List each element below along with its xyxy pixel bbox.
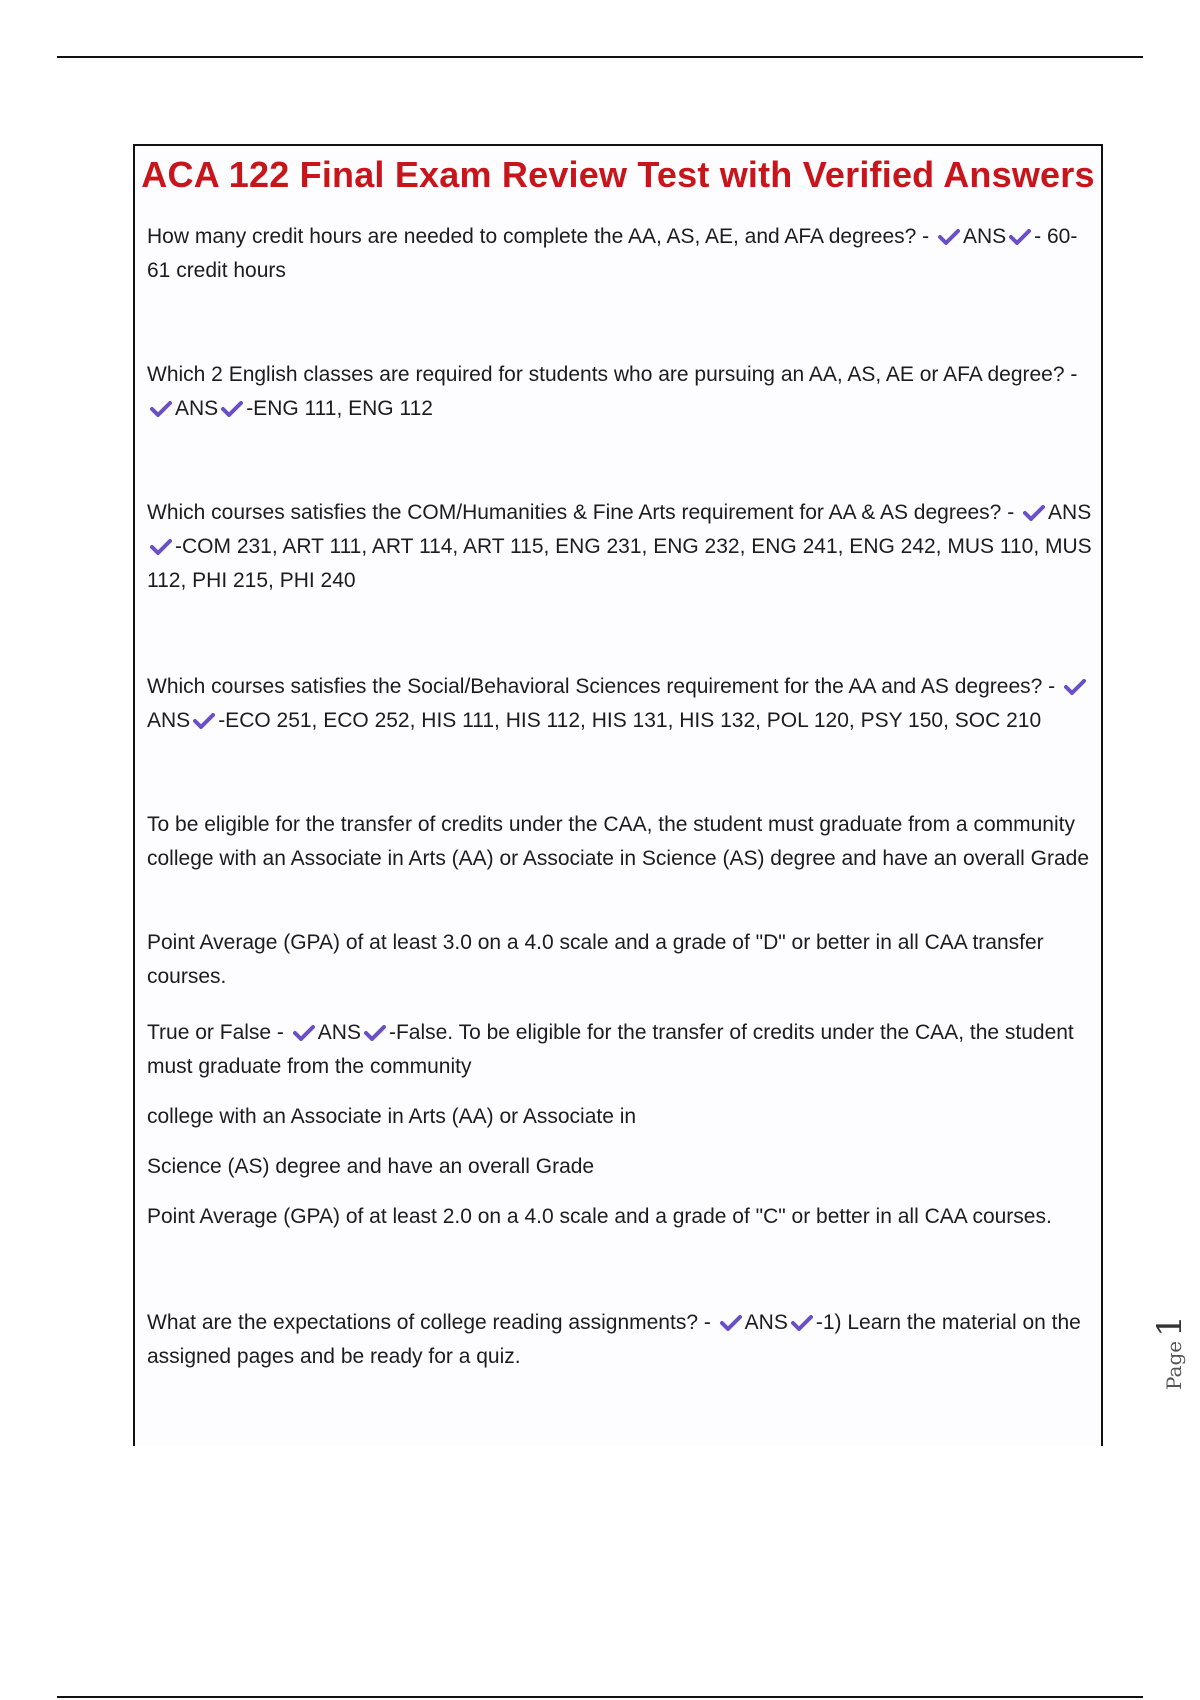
qa-block-reading — [147, 1306, 1097, 1374]
question-text: How many credit hours are needed to complete the AA, AS, AE, and AFA degrees? - — [147, 225, 930, 248]
caa-intro-continued: Point Average (GPA) of at least 3.0 on a 4.0 scale and a grade of "D" or better in all CAA transfer courses. — [147, 931, 1044, 988]
answer-marker: ANS — [1048, 501, 1092, 524]
footer-rule — [57, 1696, 1143, 1698]
qa-block-social-sciences — [147, 670, 1097, 738]
question-text: Which courses satisfies the Social/Behavioral Sciences requirement for the AA and AS degrees? - — [147, 675, 1056, 698]
answer-text: - 60-61 credit hours — [147, 225, 1078, 282]
question-text: Which courses satisfies the COM/Humanities & Fine Arts requirement for AA & AS degrees? - — [147, 501, 1015, 524]
answer-text: -COM 231, ART 111, ART 114, ART 115, ENG 231, ENG 232, ENG 241, ENG 242, MUS 110, MUS 112, PHI 215, PHI 240 — [147, 535, 1092, 592]
qa-block-credit-hours — [147, 220, 1097, 288]
qa-block-caa-true-false — [147, 1016, 1097, 1084]
qa-block-english-classes — [147, 358, 1097, 426]
question-text: What are the expectations of college reading assignments? - — [147, 1311, 711, 1334]
answer-text: -False. To be eligible for the transfer of credits under the CAA, the student must graduate from the community — [147, 1021, 1074, 1078]
page-number-value: 1 — [1150, 1315, 1190, 1337]
answer-text: -ENG 111, ENG 112 — [246, 397, 433, 420]
answer-marker: ANS — [744, 1311, 788, 1334]
answer-marker: ANS — [175, 397, 219, 420]
checkmark-icon — [293, 1025, 315, 1041]
caa-answer-line-2: college with an Associate in Arts (AA) or Associate in — [147, 1105, 637, 1128]
answer-marker: ANS — [317, 1021, 361, 1044]
question-text: Which 2 English classes are required for students who are pursuing an AA, AS, AE or AFA degree? - — [147, 363, 1078, 386]
caa-answer-line-3: Science (AS) degree and have an overall Grade — [147, 1155, 595, 1178]
answer-text: -ECO 251, ECO 252, HIS 111, HIS 112, HIS 131, HIS 132, POL 120, PSY 150, SOC 210 — [218, 709, 1042, 732]
answer-text: -1) Learn the material on the assigned pages and be ready for a quiz. — [147, 1311, 1081, 1368]
checkmark-icon — [720, 1315, 742, 1331]
checkmark-icon — [1009, 229, 1031, 245]
page-label: Page — [1162, 1340, 1186, 1390]
header-rule — [57, 56, 1143, 58]
document-title: ACA 122 Final Exam Review Test with Verified Answers — [141, 154, 1095, 195]
checkmark-icon — [1064, 679, 1086, 695]
caa-intro: To be eligible for the transfer of credits under the CAA, the student must graduate from a community college with an Associate in Arts (AA) or Associate in Science (AS) degree and have an overall Grade — [147, 813, 1090, 870]
checkmark-icon — [193, 713, 215, 729]
caa-answer-line-4: Point Average (GPA) of at least 2.0 on a 4.0 scale and a grade of "C" or better in all CAA courses. — [147, 1205, 1052, 1228]
checkmark-icon — [150, 401, 172, 417]
page-content-box — [133, 144, 1103, 1446]
page-number — [1150, 1315, 1190, 1390]
checkmark-icon — [938, 229, 960, 245]
checkmark-icon — [364, 1025, 386, 1041]
checkmark-icon — [1023, 505, 1045, 521]
answer-marker: ANS — [147, 709, 191, 732]
question-text: True or False - — [147, 1021, 284, 1044]
checkmark-icon — [150, 539, 172, 555]
checkmark-icon — [221, 401, 243, 417]
answer-marker: ANS — [962, 225, 1007, 248]
checkmark-icon — [791, 1315, 813, 1331]
qa-block-humanities — [147, 496, 1097, 598]
